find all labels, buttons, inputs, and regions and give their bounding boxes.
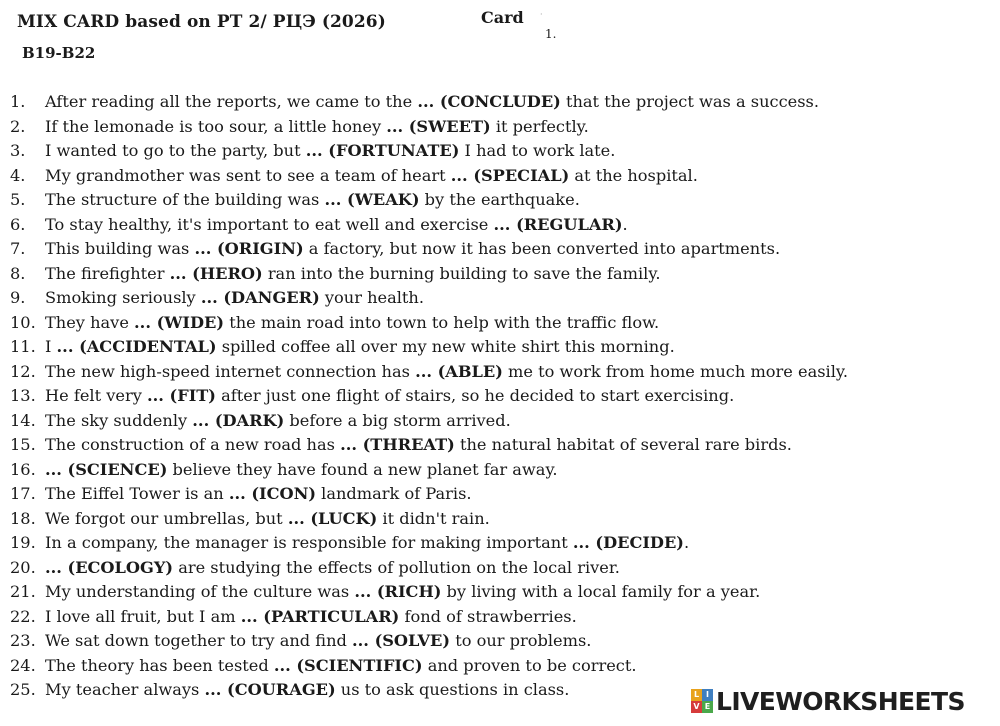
sentence-text	[45, 360, 848, 385]
sentence-text-after: to our problems.	[450, 631, 592, 650]
sentence-text-before: To stay healthy, it's important to eat well and exercise	[45, 214, 494, 234]
sentence-keyword: ... (ORIGIN)	[194, 239, 304, 258]
sentence-text-after: are studying the effects of pollution on the local river.	[173, 557, 620, 577]
sentence-text-after: the natural habitat of several rare birds.	[454, 435, 792, 454]
sentence-text	[45, 213, 628, 238]
logo-letter: E	[702, 701, 713, 713]
sentence-text	[45, 115, 589, 140]
sentence-keyword: ... (WIDE)	[134, 312, 225, 332]
sentence-keyword: ... (DARK)	[192, 410, 285, 430]
sentence-text	[45, 507, 490, 532]
sentence-text-before: I love all fruit, but I am	[45, 606, 241, 626]
sentence-text	[45, 678, 569, 703]
logo-letter: I	[702, 689, 713, 701]
sentence-text-before: The Eiffel Tower is an	[45, 484, 229, 503]
sentence-text-after: .	[683, 533, 690, 552]
sentence-number: 9.	[10, 288, 26, 307]
sentence-keyword: ... (SWEET)	[386, 116, 491, 136]
sentence-text-after: ran into the burning building to save the family.	[262, 263, 661, 283]
sentence-text	[45, 90, 819, 115]
sentence-text	[45, 262, 660, 287]
sentence-text	[45, 188, 580, 213]
sentence-keyword: ... (CONCLUDE)	[417, 92, 561, 111]
sentence-text	[45, 164, 698, 189]
sentence-keyword: ... (HERO)	[169, 263, 263, 283]
sentence-number: 11.	[10, 337, 36, 356]
sentence-keyword: ... (ABLE)	[415, 361, 503, 381]
sentence-text	[45, 458, 558, 483]
card-mark: ·	[540, 10, 543, 19]
sentence-text-before: We forgot our umbrellas, but	[45, 508, 288, 528]
sentence-keyword: ... (SOLVE)	[352, 631, 451, 650]
sentence-text	[45, 556, 620, 581]
sentence-number: 8.	[10, 263, 26, 283]
sentence-number: 14.	[10, 410, 36, 430]
card-label: Card	[481, 8, 524, 27]
sentence-keyword: ... (COURAGE)	[204, 680, 336, 699]
sentence-text-after: by the earthquake.	[419, 190, 580, 209]
sentence-keyword: ... (LUCK)	[287, 508, 378, 528]
sentence-keyword: ... (ICON)	[228, 484, 317, 503]
sentence-text	[45, 409, 511, 434]
liveworksheets-logo-icon	[691, 689, 713, 713]
sentence-text-after: .	[622, 214, 628, 234]
sentence-text-after: landmark of Paris.	[316, 484, 472, 503]
sentence-keyword: ... (SCIENTIFIC)	[273, 655, 423, 675]
logo-letter: V	[691, 701, 702, 713]
sentence-text-after: the main road into town to help with the traffic flow.	[224, 312, 660, 332]
sentence-keyword: ... (ECOLOGY)	[45, 557, 174, 577]
sentence-text	[45, 237, 780, 262]
sentence-number: 10.	[10, 312, 36, 332]
sentence-text-after: after just one flight of stairs, so he decided to start exercising.	[215, 386, 735, 405]
sentence-number: 24.	[10, 655, 36, 675]
sentence-text	[45, 286, 424, 311]
sentence-keyword: ... (PARTICULAR)	[240, 606, 400, 626]
sentence-keyword: ... (FIT)	[147, 386, 216, 405]
card-number: 1.	[545, 27, 557, 41]
sentence-text-before: Smoking seriously	[45, 288, 201, 307]
page-subtitle: B19-B22	[22, 44, 96, 62]
sentence-number: 13.	[10, 386, 36, 405]
sentence-text-after: fond of strawberries.	[399, 606, 577, 626]
sentence-text-before: The new high-speed internet connection has	[45, 361, 416, 381]
brand-name: LIVEWORKSHEETS	[716, 686, 965, 716]
sentence-keyword: ... (ACCIDENTAL)	[56, 337, 217, 356]
sentence-keyword: ... (REGULAR)	[493, 214, 623, 234]
sentence-number: 20.	[10, 557, 36, 577]
sentence-text-before: My teacher always	[45, 680, 205, 699]
logo-letter: L	[691, 689, 702, 701]
sentence-text-before: After reading all the reports, we came to the	[45, 92, 418, 111]
sentence-text-before: My understanding of the culture was	[45, 582, 355, 601]
sentence-text-after: your health.	[319, 288, 424, 307]
sentence-text-before: If the lemonade is too sour, a little honey	[45, 116, 387, 136]
sentence-number: 21.	[10, 582, 36, 601]
sentence-text-before: The sky suddenly	[45, 410, 193, 430]
sentence-number: 1.	[10, 92, 26, 111]
sentence-text	[45, 384, 734, 409]
sentence-text-after: a factory, but now it has been converted into apartments.	[303, 239, 781, 258]
sentence-text-before: The construction of a new road has	[45, 435, 341, 454]
sentence-text	[45, 605, 577, 630]
sentence-text-after: me to work from home much more easily.	[502, 361, 849, 381]
sentence-number: 6.	[10, 214, 26, 234]
sentence-text-after: I had to work late.	[459, 141, 616, 160]
page-title: MIX CARD based on РТ 2/ РЦЭ (2026)	[17, 12, 386, 32]
brand-footer	[691, 687, 965, 715]
sentence-text	[45, 531, 689, 556]
sentence-text	[45, 433, 792, 458]
sentence-text	[45, 311, 659, 336]
sentence-text	[45, 335, 675, 360]
sentence-text-before: I wanted to go to the party, but	[45, 141, 306, 160]
sentence-text-before: In a company, the manager is responsible for making important	[45, 533, 573, 552]
sentence-text-before: We sat down together to try and find	[45, 631, 353, 650]
sentence-keyword: ... (FORTUNATE)	[305, 141, 460, 160]
sentence-text-after: it perfectly.	[490, 116, 589, 136]
sentence-keyword: ... (WEAK)	[324, 190, 420, 209]
sentence-text-after: at the hospital.	[569, 165, 698, 185]
sentence-text	[45, 629, 591, 654]
sentence-text-before: I	[45, 337, 57, 356]
sentence-number: 18.	[10, 508, 36, 528]
sentence-keyword: ... (THREAT)	[340, 435, 455, 454]
sentence-text-after: and proven to be correct.	[422, 655, 637, 675]
sentence-text	[45, 580, 760, 605]
sentence-text-before: He felt very	[45, 386, 147, 405]
sentence-text	[45, 482, 472, 507]
sentence-text-before: This building was	[45, 239, 195, 258]
sentence-keyword: ... (DECIDE)	[572, 533, 684, 552]
sentence-text-after: believe they have found a new planet far away.	[167, 459, 558, 479]
sentence-text-after: us to ask questions in class.	[335, 680, 570, 699]
sentence-text-before: They have	[45, 312, 135, 332]
sentence-number: 2.	[10, 116, 26, 136]
sentence-text-before: My grandmother was sent to see a team of heart	[45, 165, 451, 185]
sentence-number: 7.	[10, 239, 26, 258]
sentence-number: 16.	[10, 459, 36, 479]
sentence-keyword: ... (SCIENCE)	[45, 459, 168, 479]
sentence-text-before: The theory has been tested	[45, 655, 274, 675]
sentence-text-after: that the project was a success.	[560, 92, 819, 111]
sentence-number: 23.	[10, 631, 36, 650]
sentence-number: 22.	[10, 606, 36, 626]
sentence-number: 3.	[10, 141, 26, 160]
sentence-text-after: by living with a local family for a year.	[441, 582, 761, 601]
sentence-text-after: it didn't rain.	[377, 508, 490, 528]
sentence-text-before: The firefighter	[45, 263, 170, 283]
sentence-number: 4.	[10, 165, 26, 185]
sentence-text	[45, 654, 637, 679]
sentence-keyword: ... (DANGER)	[200, 288, 320, 307]
sentence-number: 19.	[10, 533, 36, 552]
sentence-text-before: The structure of the building was	[45, 190, 325, 209]
sentence-text	[45, 139, 615, 164]
sentence-number: 17.	[10, 484, 36, 503]
sentence-text-after: before a big storm arrived.	[284, 410, 511, 430]
sentence-number: 12.	[10, 361, 36, 381]
sentence-keyword: ... (RICH)	[354, 582, 442, 601]
sentence-number: 25.	[10, 680, 36, 699]
sentence-keyword: ... (SPECIAL)	[450, 165, 570, 185]
sentence-number: 15.	[10, 435, 36, 454]
sentence-text-after: spilled coffee all over my new white shirt this morning.	[216, 337, 675, 356]
sentence-number: 5.	[10, 190, 26, 209]
